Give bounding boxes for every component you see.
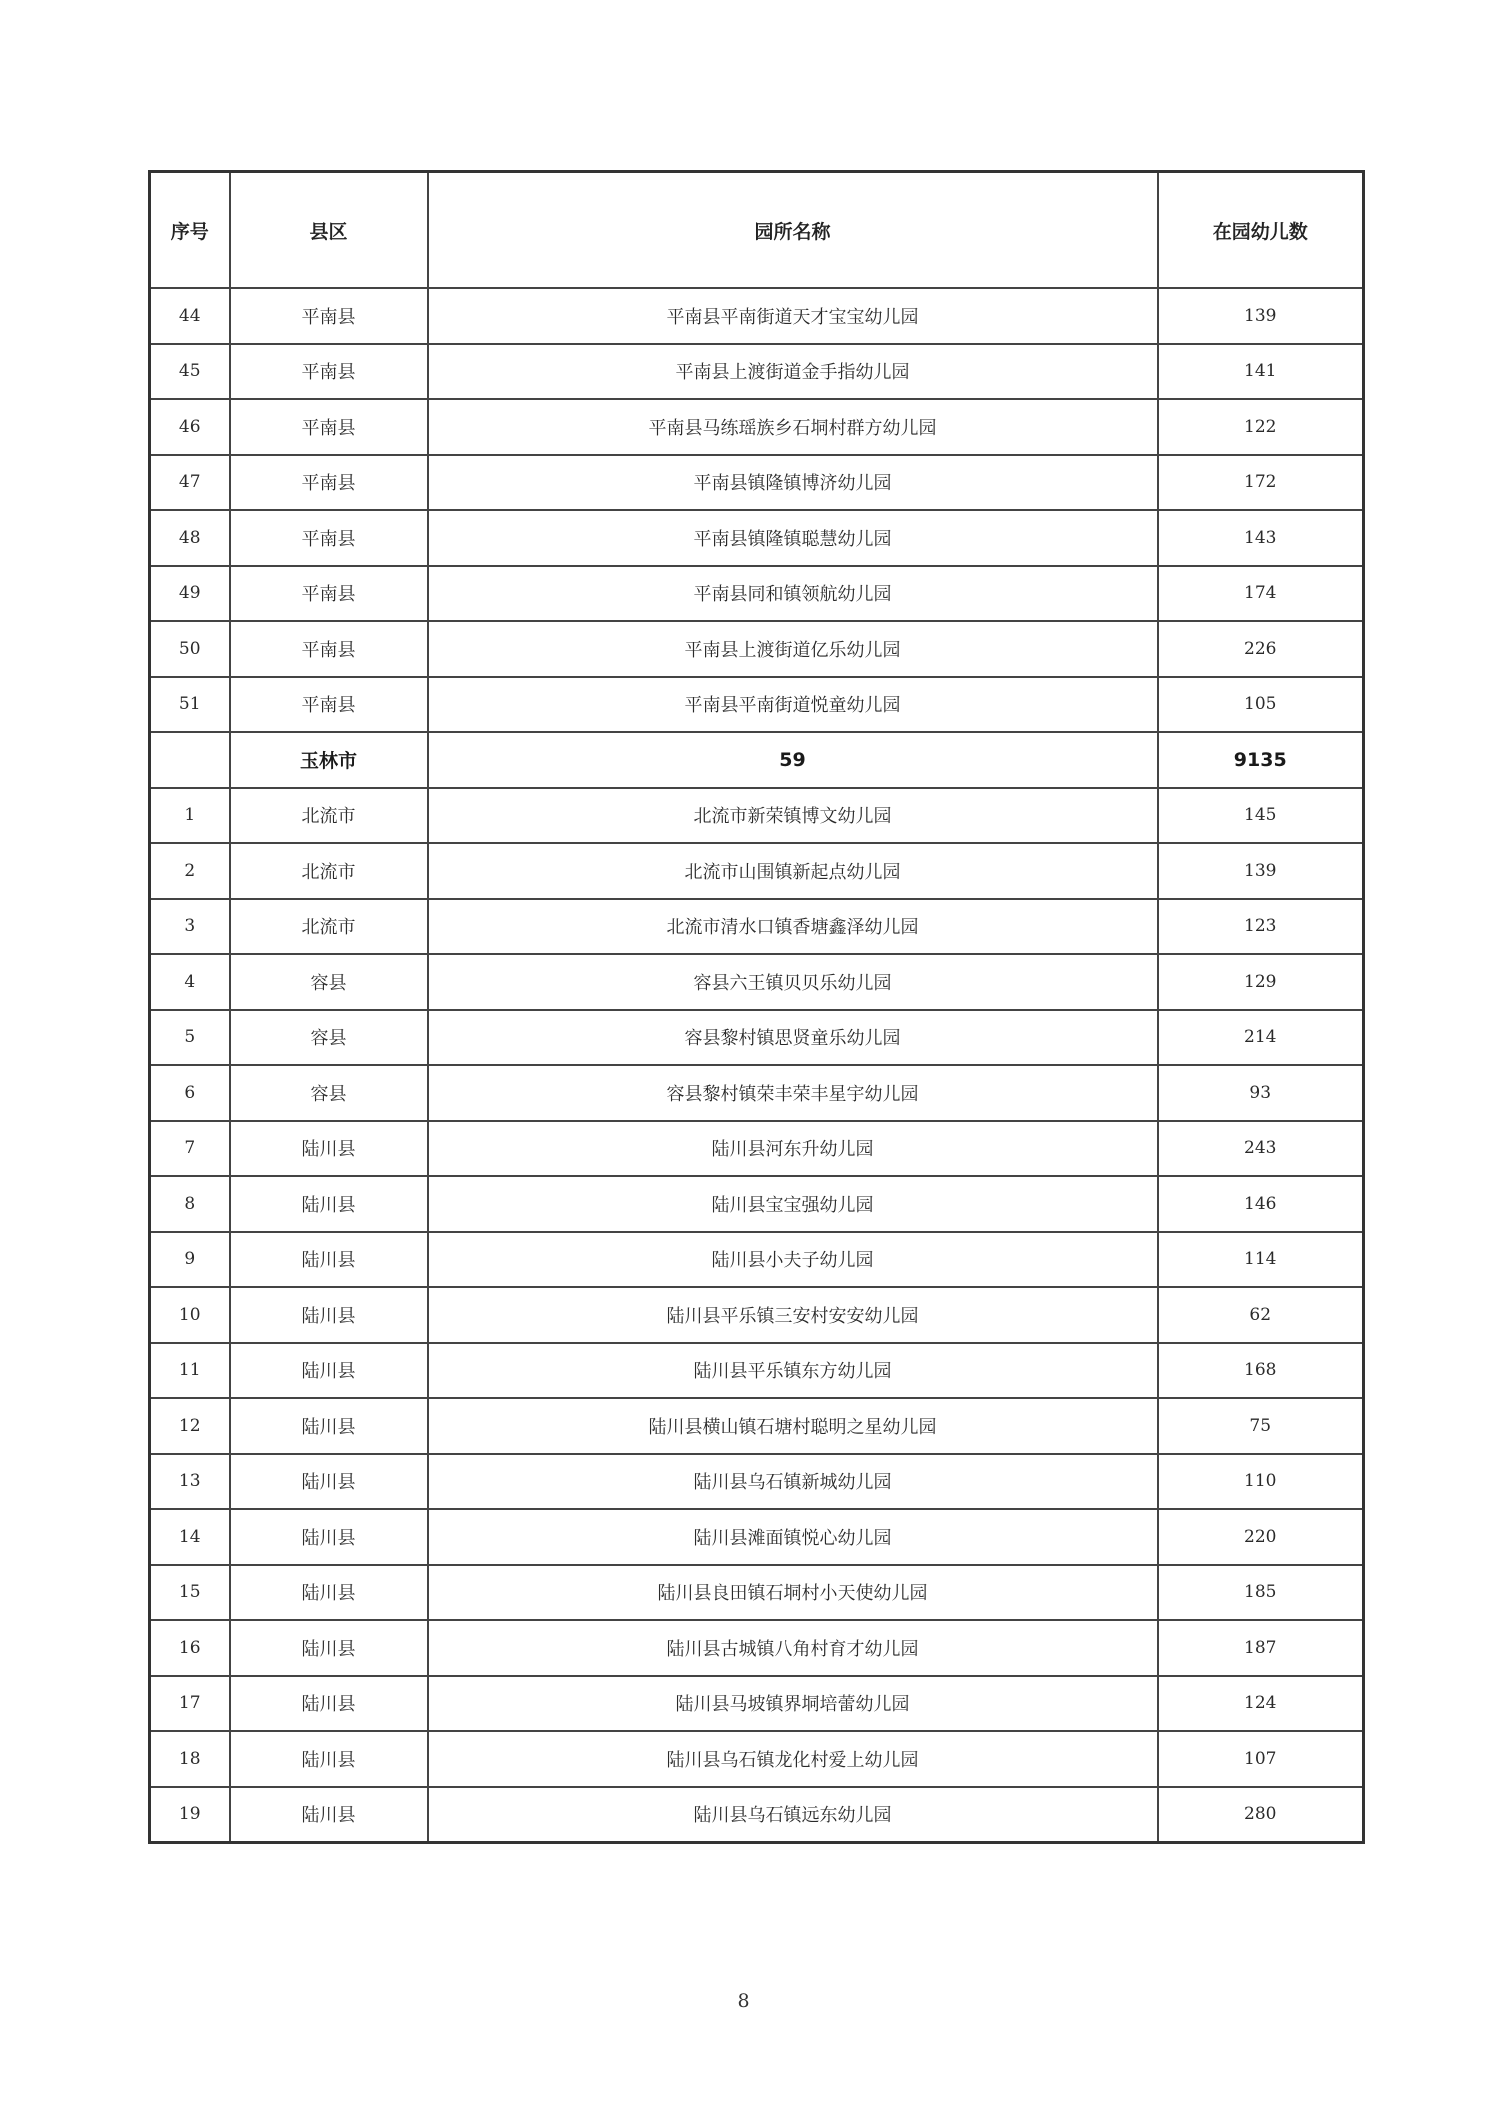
- cell-serial-number: 14: [150, 1509, 230, 1565]
- cell-kindergarten-name: 陆川县河东升幼儿园: [428, 1121, 1158, 1177]
- cell-kindergarten-name: 容县黎村镇荣丰荣丰星宇幼儿园: [428, 1065, 1158, 1121]
- cell-county: 陆川县: [230, 1787, 428, 1843]
- cell-enrolled-children: 243: [1158, 1121, 1364, 1177]
- subtotal-enrolled-children: 9135: [1158, 732, 1364, 788]
- cell-enrolled-children: 75: [1158, 1398, 1364, 1454]
- cell-kindergarten-name: 陆川县横山镇石塘村聪明之星幼儿园: [428, 1398, 1158, 1454]
- table-row: [150, 1343, 1364, 1399]
- cell-county: 陆川县: [230, 1398, 428, 1454]
- cell-serial-number: 17: [150, 1676, 230, 1732]
- cell-kindergarten-name: 陆川县滩面镇悦心幼儿园: [428, 1509, 1158, 1565]
- table-row: [150, 288, 1364, 344]
- cell-enrolled-children: 93: [1158, 1065, 1364, 1121]
- table-row: [150, 1454, 1364, 1510]
- subtotal-kindergarten-count: 59: [428, 732, 1158, 788]
- cell-serial-number: 11: [150, 1343, 230, 1399]
- cell-county: 平南县: [230, 566, 428, 622]
- cell-serial-number: 46: [150, 399, 230, 455]
- cell-county: 容县: [230, 1010, 428, 1066]
- cell-serial-number: 8: [150, 1176, 230, 1232]
- cell-serial-number: 12: [150, 1398, 230, 1454]
- cell-kindergarten-name: 平南县同和镇领航幼儿园: [428, 566, 1158, 622]
- cell-county: 北流市: [230, 843, 428, 899]
- cell-enrolled-children: 139: [1158, 288, 1364, 344]
- cell-county: 陆川县: [230, 1176, 428, 1232]
- table-row: [150, 1065, 1364, 1121]
- header-serial-number: 序号: [150, 172, 230, 289]
- cell-enrolled-children: 172: [1158, 455, 1364, 511]
- cell-county: 北流市: [230, 788, 428, 844]
- cell-enrolled-children: 226: [1158, 621, 1364, 677]
- cell-enrolled-children: 214: [1158, 1010, 1364, 1066]
- table-row: [150, 1121, 1364, 1177]
- cell-kindergarten-name: 陆川县乌石镇新城幼儿园: [428, 1454, 1158, 1510]
- cell-enrolled-children: 168: [1158, 1343, 1364, 1399]
- cell-kindergarten-name: 北流市清水口镇香塘鑫泽幼儿园: [428, 899, 1158, 955]
- table-row: [150, 1287, 1364, 1343]
- header-county: 县区: [230, 172, 428, 289]
- subtotal-serial-number: [150, 732, 230, 788]
- cell-county: 北流市: [230, 899, 428, 955]
- cell-serial-number: 4: [150, 954, 230, 1010]
- cell-serial-number: 48: [150, 510, 230, 566]
- cell-county: 平南县: [230, 510, 428, 566]
- cell-kindergarten-name: 容县黎村镇思贤童乐幼儿园: [428, 1010, 1158, 1066]
- cell-serial-number: 13: [150, 1454, 230, 1510]
- cell-county: 陆川县: [230, 1509, 428, 1565]
- cell-county: 平南县: [230, 621, 428, 677]
- cell-county: 平南县: [230, 344, 428, 400]
- cell-serial-number: 2: [150, 843, 230, 899]
- header-kindergarten-name: 园所名称: [428, 172, 1158, 289]
- cell-enrolled-children: 122: [1158, 399, 1364, 455]
- cell-serial-number: 3: [150, 899, 230, 955]
- header-enrolled-children: 在园幼儿数: [1158, 172, 1364, 289]
- cell-enrolled-children: 107: [1158, 1731, 1364, 1787]
- cell-county: 陆川县: [230, 1454, 428, 1510]
- cell-serial-number: 10: [150, 1287, 230, 1343]
- cell-enrolled-children: 185: [1158, 1565, 1364, 1621]
- cell-enrolled-children: 220: [1158, 1509, 1364, 1565]
- table-body: [150, 288, 1364, 1843]
- cell-enrolled-children: 174: [1158, 566, 1364, 622]
- cell-county: 陆川县: [230, 1676, 428, 1732]
- cell-county: 陆川县: [230, 1343, 428, 1399]
- table-header-row: [150, 172, 1364, 289]
- cell-kindergarten-name: 陆川县宝宝强幼儿园: [428, 1176, 1158, 1232]
- cell-enrolled-children: 110: [1158, 1454, 1364, 1510]
- cell-serial-number: 51: [150, 677, 230, 733]
- cell-serial-number: 15: [150, 1565, 230, 1621]
- cell-kindergarten-name: 平南县镇隆镇博济幼儿园: [428, 455, 1158, 511]
- table-row: [150, 455, 1364, 511]
- cell-enrolled-children: 145: [1158, 788, 1364, 844]
- table-row: [150, 843, 1364, 899]
- cell-enrolled-children: 62: [1158, 1287, 1364, 1343]
- table-row: [150, 1787, 1364, 1843]
- table-row: [150, 344, 1364, 400]
- table-row: [150, 1232, 1364, 1288]
- cell-county: 平南县: [230, 399, 428, 455]
- cell-serial-number: 6: [150, 1065, 230, 1121]
- cell-serial-number: 16: [150, 1620, 230, 1676]
- cell-kindergarten-name: 陆川县平乐镇三安村安安幼儿园: [428, 1287, 1158, 1343]
- cell-county: 陆川县: [230, 1565, 428, 1621]
- cell-kindergarten-name: 陆川县小夫子幼儿园: [428, 1232, 1158, 1288]
- cell-kindergarten-name: 陆川县良田镇石垌村小天使幼儿园: [428, 1565, 1158, 1621]
- table-row: [150, 1398, 1364, 1454]
- table-row: [150, 1565, 1364, 1621]
- cell-serial-number: 18: [150, 1731, 230, 1787]
- cell-kindergarten-name: 平南县马练瑶族乡石垌村群方幼儿园: [428, 399, 1158, 455]
- table-row: [150, 1010, 1364, 1066]
- cell-kindergarten-name: 陆川县乌石镇龙化村爱上幼儿园: [428, 1731, 1158, 1787]
- cell-county: 陆川县: [230, 1731, 428, 1787]
- table-row: [150, 510, 1364, 566]
- cell-kindergarten-name: 平南县上渡街道亿乐幼儿园: [428, 621, 1158, 677]
- kindergarten-table: [148, 170, 1365, 1844]
- cell-serial-number: 1: [150, 788, 230, 844]
- cell-county: 容县: [230, 954, 428, 1010]
- cell-kindergarten-name: 陆川县乌石镇远东幼儿园: [428, 1787, 1158, 1843]
- table-row: [150, 1620, 1364, 1676]
- table-row: [150, 1176, 1364, 1232]
- cell-serial-number: 44: [150, 288, 230, 344]
- table-row: [150, 1509, 1364, 1565]
- cell-enrolled-children: 114: [1158, 1232, 1364, 1288]
- cell-serial-number: 49: [150, 566, 230, 622]
- cell-enrolled-children: 146: [1158, 1176, 1364, 1232]
- cell-county: 平南县: [230, 288, 428, 344]
- table-row: [150, 899, 1364, 955]
- cell-county: 陆川县: [230, 1232, 428, 1288]
- table-row: [150, 788, 1364, 844]
- cell-county: 平南县: [230, 455, 428, 511]
- cell-serial-number: 5: [150, 1010, 230, 1066]
- cell-kindergarten-name: 陆川县平乐镇东方幼儿园: [428, 1343, 1158, 1399]
- table-row: [150, 399, 1364, 455]
- cell-county: 平南县: [230, 677, 428, 733]
- cell-enrolled-children: 124: [1158, 1676, 1364, 1732]
- cell-kindergarten-name: 平南县平南街道天才宝宝幼儿园: [428, 288, 1158, 344]
- cell-enrolled-children: 143: [1158, 510, 1364, 566]
- cell-enrolled-children: 129: [1158, 954, 1364, 1010]
- cell-serial-number: 9: [150, 1232, 230, 1288]
- cell-serial-number: 45: [150, 344, 230, 400]
- cell-kindergarten-name: 平南县上渡街道金手指幼儿园: [428, 344, 1158, 400]
- cell-enrolled-children: 105: [1158, 677, 1364, 733]
- table-row: [150, 954, 1364, 1010]
- cell-county: 陆川县: [230, 1121, 428, 1177]
- cell-serial-number: 47: [150, 455, 230, 511]
- cell-serial-number: 50: [150, 621, 230, 677]
- cell-serial-number: 7: [150, 1121, 230, 1177]
- cell-kindergarten-name: 陆川县古城镇八角村育才幼儿园: [428, 1620, 1158, 1676]
- cell-kindergarten-name: 平南县平南街道悦童幼儿园: [428, 677, 1158, 733]
- cell-enrolled-children: 141: [1158, 344, 1364, 400]
- subtotal-row: [150, 732, 1364, 788]
- cell-kindergarten-name: 北流市新荣镇博文幼儿园: [428, 788, 1158, 844]
- cell-county: 陆川县: [230, 1620, 428, 1676]
- cell-kindergarten-name: 陆川县马坡镇界垌培蕾幼儿园: [428, 1676, 1158, 1732]
- table-row: [150, 566, 1364, 622]
- cell-county: 容县: [230, 1065, 428, 1121]
- cell-enrolled-children: 280: [1158, 1787, 1364, 1843]
- cell-enrolled-children: 139: [1158, 843, 1364, 899]
- table-row: [150, 1676, 1364, 1732]
- cell-kindergarten-name: 平南县镇隆镇聪慧幼儿园: [428, 510, 1158, 566]
- table-row: [150, 677, 1364, 733]
- cell-kindergarten-name: 北流市山围镇新起点幼儿园: [428, 843, 1158, 899]
- cell-enrolled-children: 187: [1158, 1620, 1364, 1676]
- table-row: [150, 621, 1364, 677]
- cell-serial-number: 19: [150, 1787, 230, 1843]
- table-row: [150, 1731, 1364, 1787]
- subtotal-city: 玉林市: [230, 732, 428, 788]
- cell-kindergarten-name: 容县六王镇贝贝乐幼儿园: [428, 954, 1158, 1010]
- cell-enrolled-children: 123: [1158, 899, 1364, 955]
- page-number: 8: [737, 1990, 750, 2012]
- cell-county: 陆川县: [230, 1287, 428, 1343]
